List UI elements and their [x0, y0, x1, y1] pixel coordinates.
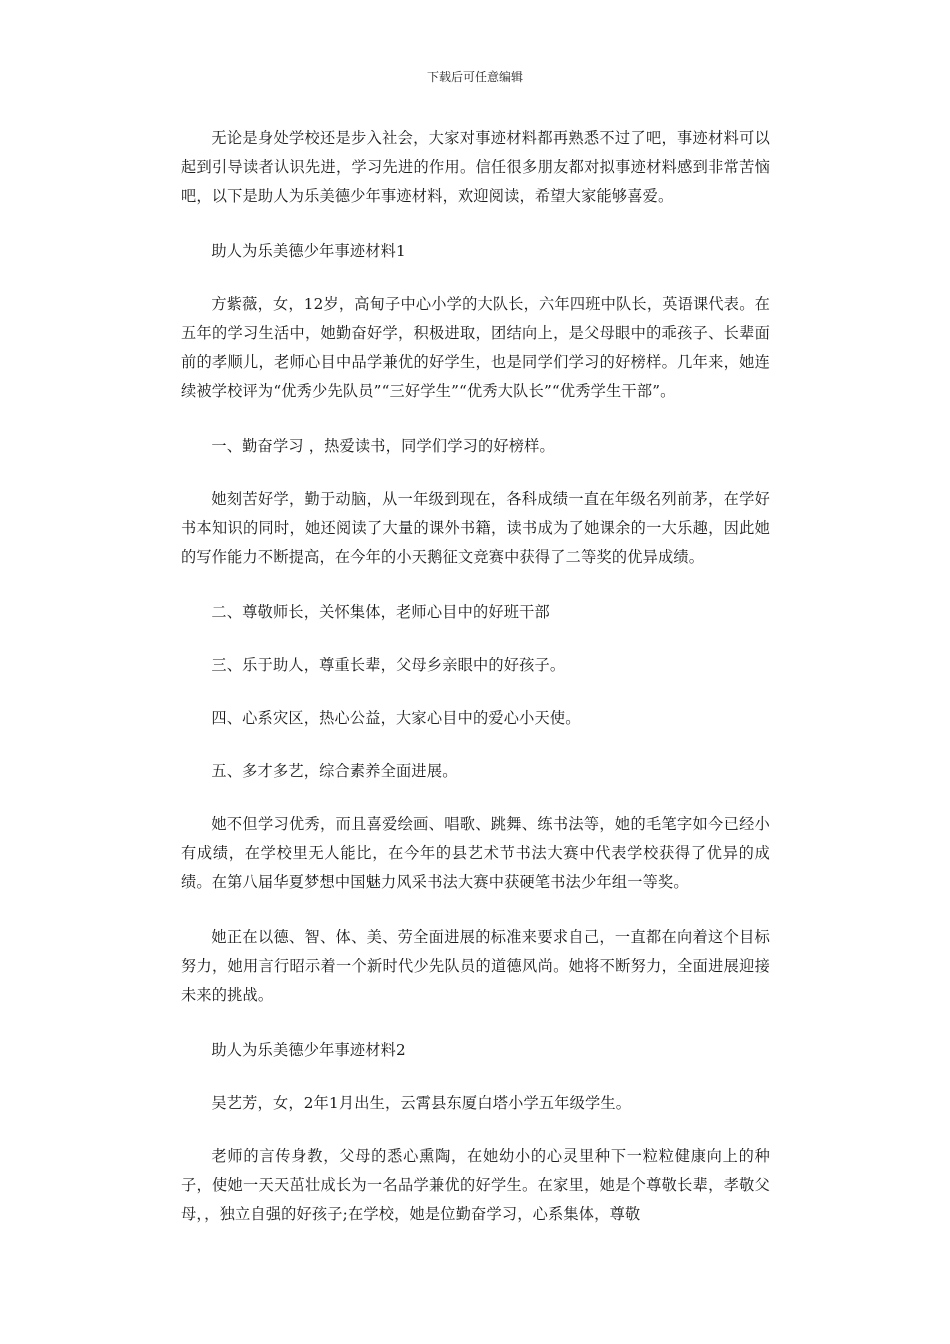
- section-heading-2: 助人为乐美德少年事迹材料2: [211, 1041, 406, 1059]
- subheading-3: 三、乐于助人，尊重长辈，父母乡亲眼中的好孩子。: [211, 656, 566, 674]
- body-paragraph: 方紫薇，女，12岁，高甸子中心小学的大队长，六年四班中队长，英语课代表。在五年的学习生活中，她勤奋好学，积极进取，团结向上，是父母眼中的乖孩子、长辈面前的孝顺儿，老师心目中品学兼优的好学生，也是同学们学习的好榜样。几年来，她连续被学校评为“优秀少先队员”“三好学生”“优秀大队长”“优秀学生干部”。: [181, 295, 770, 400]
- body-paragraph: 她刻苦好学，勤于动脑，从一年级到现在，各科成绩一直在年级名列前茅，在学好书本知识的同时，她还阅读了大量的课外书籍，读书成为了她课余的一大乐趣，因此她的写作能力不断提高，在今年的小天鹅征文竞赛中获得了二等奖的优异成绩。: [181, 490, 770, 566]
- body-paragraph: 她不但学习优秀，而且喜爱绘画、唱歌、跳舞、练书法等，她的毛笔字如今已经小有成绩，在学校里无人能比，在今年的县艺术节书法大赛中代表学校获得了优异的成绩。在第八届华夏梦想中国魅力风采书法大赛中获硬笔书法少年组一等奖。: [181, 815, 770, 891]
- subheading-2: 二、尊敬师长，关怀集体，老师心目中的好班干部: [211, 603, 550, 621]
- intro-paragraph: 无论是身处学校还是步入社会，大家对事迹材料都再熟悉不过了吧，事迹材料可以起到引导读者认识先进，学习先进的作用。信任很多朋友都对拟事迹材料感到非常苦恼吧，以下是助人为乐美德少年事迹材料，欢迎阅读，希望大家能够喜爱。: [181, 129, 770, 205]
- subheading-1: 一、勤奋学习 ，热爱读书，同学们学习的好榜样。: [211, 437, 555, 455]
- body-paragraph: 吴艺芳，女，2年1月出生，云霄县东厦白塔小学五年级学生。: [211, 1094, 632, 1112]
- document-body: [181, 124, 770, 1255]
- section-heading-1: 助人为乐美德少年事迹材料1: [211, 242, 406, 260]
- subheading-4: 四、心系灾区，热心公益，大家心目中的爱心小天使。: [211, 709, 581, 727]
- body-paragraph: 老师的言传身教，父母的悉心熏陶，在她幼小的心灵里种下一粒粒健康向上的种子，使她一天天茁壮成长为一名品学兼优的好学生。在家里，她是个尊敬长辈，孝敬父母，，独立自强的好孩子;在学校，她是位勤奋学习，心系集体，尊敬: [181, 1147, 770, 1223]
- page-header-note: 下载后可任意编辑: [426, 70, 523, 84]
- body-paragraph: 她正在以德、智、体、美、劳全面进展的标准来要求自己，一直都在向着这个目标努力，她用言行昭示着一个新时代少先队员的道德风尚。她将不断努力，全面进展迎接未来的挑战。: [181, 928, 770, 1004]
- subheading-5: 五、多才多艺，综合素养全面进展。: [211, 762, 458, 780]
